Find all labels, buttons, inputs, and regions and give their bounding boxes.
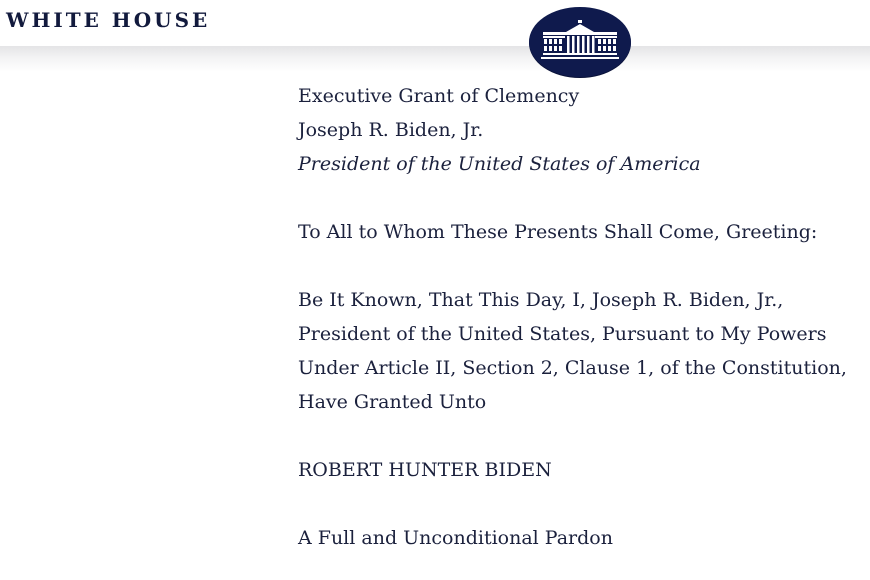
white-house-seal-icon[interactable] bbox=[529, 7, 631, 77]
president-office: President of the United States of America bbox=[298, 153, 701, 175]
document-title: Executive Grant of Clemency bbox=[298, 85, 580, 107]
header-shadow bbox=[0, 46, 870, 72]
paragraph-gap bbox=[298, 181, 858, 215]
grantee-name: ROBERT HUNTER BIDEN bbox=[298, 459, 552, 481]
paragraph-gap bbox=[298, 419, 858, 453]
body-line: Under Article II, Section 2, Clause 1, of the Constitution, bbox=[298, 357, 847, 379]
body-line: Have Granted Unto bbox=[298, 391, 487, 413]
greeting: To All to Whom These Presents Shall Come, Greeting: bbox=[298, 221, 818, 243]
paragraph-gap bbox=[298, 487, 858, 521]
body-line: President of the United States, Pursuant to My Powers bbox=[298, 323, 827, 345]
president-name: Joseph R. Biden, Jr. bbox=[298, 119, 484, 141]
grant-type: A Full and Unconditional Pardon bbox=[298, 527, 613, 549]
site-header bbox=[0, 0, 870, 46]
white-house-building-icon bbox=[529, 7, 631, 77]
paragraph-gap bbox=[298, 249, 858, 283]
site-title-link[interactable]: WHITE HOUSE bbox=[6, 8, 211, 32]
clemency-document bbox=[298, 79, 858, 555]
body-line: Be It Known, That This Day, I, Joseph R. Biden, Jr., bbox=[298, 289, 784, 311]
